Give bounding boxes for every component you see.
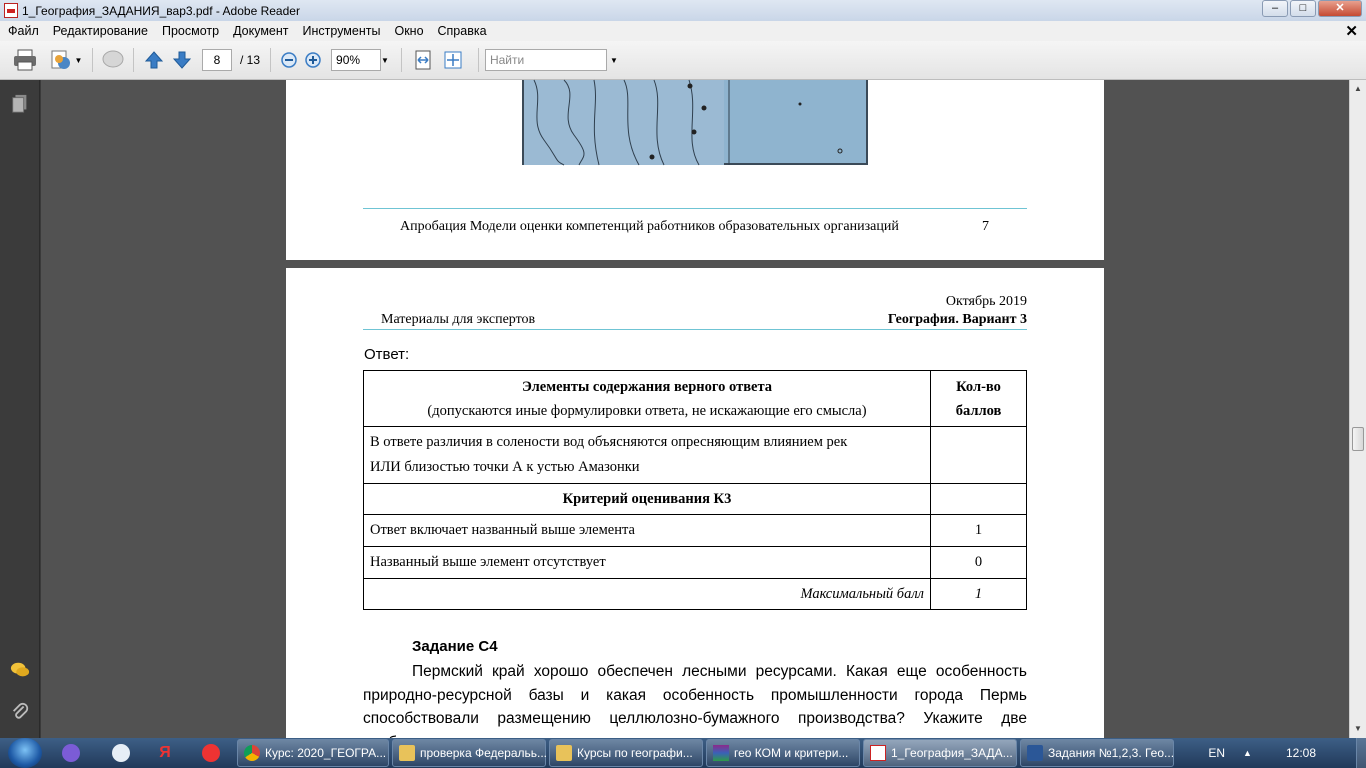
- chevron-down-icon: ▼: [74, 55, 83, 65]
- table-row: [364, 547, 1027, 579]
- header-date: Октябрь 2019: [945, 294, 1027, 309]
- menu-edit[interactable]: Редактирование: [52, 24, 148, 38]
- zoom-level-value: 90%: [336, 53, 361, 67]
- minimize-button[interactable]: –: [1262, 0, 1288, 17]
- answer-element-line2: ИЛИ близостью точки А к устью Амазонки: [370, 459, 640, 475]
- task-text: Пермский край хорошо обеспечен лесными ресурсами. Какая еще особенность природно-ресурсной базы и какая особенность промышленности города Пермь способствовали размещению целлюлозно-бумажного производства? Укажите две: [363, 663, 1027, 727]
- zoom-out-icon: [280, 51, 298, 69]
- header-left: Материалы для экспертов: [381, 312, 536, 327]
- pdf-file-icon: [4, 3, 18, 18]
- table-row: [364, 515, 1027, 547]
- table-row: [364, 371, 1027, 427]
- menu-bar: [0, 21, 1366, 41]
- next-page-button[interactable]: [168, 47, 196, 73]
- points-header-line2: баллов: [955, 402, 1002, 419]
- taskbar-button-label: гео КОМ и критери...: [734, 746, 849, 760]
- tray-expand-icon[interactable]: ▲: [1243, 748, 1252, 758]
- fit-page-button[interactable]: [438, 47, 468, 73]
- vertical-scrollbar[interactable]: [1349, 80, 1366, 738]
- arrow-down-icon: [172, 50, 192, 70]
- fit-width-icon: [414, 50, 432, 70]
- table-row: [364, 427, 1027, 484]
- page-footer-text: Апробация Модели оценки компетенций работников образовательных организаций: [400, 219, 899, 234]
- pdf-page-7: [286, 80, 1104, 260]
- word-icon: [1027, 745, 1043, 761]
- folder-icon: [556, 745, 572, 761]
- taskbar-button-label: 1_География_ЗАДА...: [891, 746, 1013, 760]
- chevron-down-icon[interactable]: ▼: [381, 55, 389, 65]
- header-right: География. Вариант 3: [887, 312, 1027, 327]
- scroll-down-icon[interactable]: ▼: [1354, 724, 1362, 733]
- document-viewer[interactable]: [41, 80, 1349, 738]
- taskbar-button-folder-2[interactable]: [549, 739, 703, 767]
- taskbar-button-label: проверка Федеральь...: [420, 746, 548, 760]
- title-bar: [0, 0, 1366, 21]
- taskbar-button-winrar[interactable]: [706, 739, 860, 767]
- points-header-line1: Кол-во: [956, 378, 1001, 395]
- yandex-browser-icon[interactable]: [202, 744, 220, 762]
- page-number-label: 7: [982, 219, 989, 234]
- fit-width-button[interactable]: [408, 47, 438, 73]
- taskbar-button-chrome[interactable]: [237, 739, 389, 767]
- table-cell: Названный выше элемент отсутствует: [364, 547, 931, 579]
- answer-label: Ответ:: [364, 346, 410, 363]
- zoom-level-select[interactable]: [331, 49, 381, 71]
- table-row: [364, 484, 1027, 515]
- menu-window[interactable]: Окно: [394, 24, 424, 38]
- archive-icon: [713, 745, 729, 761]
- footer-divider: [363, 208, 1027, 209]
- zoom-in-icon: [304, 51, 322, 69]
- table-header-note: (допускаются иные формулировки ответа, не искажающие его смысла): [427, 402, 867, 419]
- taskbar-button-word[interactable]: [1020, 739, 1174, 767]
- toolbar: [0, 41, 1366, 80]
- table-header-cell: [931, 371, 1027, 427]
- comments-panel-icon[interactable]: [10, 660, 30, 680]
- taskbar-button-label: Задания №1,2,3. Гео...: [1048, 746, 1175, 760]
- taskbar-button-folder-1[interactable]: [392, 739, 546, 767]
- table-cell: 0: [931, 547, 1027, 579]
- page-number-input[interactable]: 8: [202, 49, 232, 71]
- criteria-table: [363, 370, 1027, 610]
- menu-file[interactable]: Файл: [8, 24, 39, 38]
- menu-document[interactable]: Документ: [233, 24, 289, 38]
- close-button[interactable]: ✕: [1318, 0, 1362, 17]
- map-image: [522, 80, 868, 165]
- scroll-up-icon[interactable]: ▲: [1354, 84, 1362, 93]
- find-placeholder: Найти: [489, 53, 525, 67]
- fit-page-icon: [443, 50, 463, 70]
- zoom-in-button[interactable]: [301, 47, 325, 73]
- speech-bubble-icon: [101, 49, 125, 71]
- chevron-down-icon[interactable]: ▼: [609, 55, 618, 65]
- yandex-icon[interactable]: Я: [159, 744, 171, 761]
- comment-button[interactable]: [99, 47, 127, 73]
- folder-icon: [399, 745, 415, 761]
- header-divider: [363, 329, 1027, 330]
- max-score-label: Максимальный балл: [364, 579, 931, 610]
- menu-help[interactable]: Справка: [437, 24, 487, 38]
- system-tray: [1208, 738, 1366, 768]
- menu-view[interactable]: Просмотр: [161, 24, 220, 38]
- total-pages: / 13: [240, 53, 261, 67]
- toolbar-divider: [92, 48, 93, 72]
- zoom-out-button[interactable]: [277, 47, 301, 73]
- navigation-sidebar: [0, 80, 40, 738]
- printer-icon: [13, 49, 37, 71]
- table-cell: [931, 484, 1027, 515]
- print-button[interactable]: [10, 47, 40, 73]
- start-button[interactable]: [8, 738, 42, 768]
- share-button[interactable]: [46, 47, 86, 73]
- show-desktop-button[interactable]: [1356, 738, 1366, 768]
- table-cell: [364, 427, 931, 484]
- criterion-title: Критерий оценивания К3: [364, 484, 931, 515]
- window-title: 1_География_ЗАДАНИЯ_вар3.pdf - Adobe Reader: [22, 3, 300, 18]
- toolbar-divider: [478, 48, 479, 72]
- pages-panel-icon[interactable]: [10, 94, 30, 114]
- taskbar-button-adobe-reader[interactable]: [863, 739, 1017, 767]
- find-input[interactable]: [485, 49, 607, 71]
- answer-element-line1: В ответе различия в солености вод объясняются опресняющим влиянием рек: [370, 434, 848, 450]
- table-cell: Ответ включает названный выше элемента: [364, 515, 931, 547]
- toolbar-divider: [401, 48, 402, 72]
- pdf-file-icon: [870, 745, 886, 761]
- maximize-button[interactable]: □: [1290, 0, 1316, 17]
- table-header-cell: [364, 371, 931, 427]
- share-icon: [50, 49, 72, 71]
- scroll-thumb[interactable]: [1352, 427, 1364, 451]
- max-score-value: 1: [931, 579, 1027, 610]
- taskbar-button-label: Курс: 2020_ГЕОГРА...: [265, 746, 387, 760]
- taskbar-button-label: Курсы по географи...: [577, 746, 693, 760]
- table-cell: [931, 427, 1027, 484]
- document-close-button[interactable]: ✕: [1345, 23, 1358, 40]
- pdf-page-8: [286, 268, 1104, 748]
- table-cell: 1: [931, 515, 1027, 547]
- taskbar: [0, 738, 1366, 768]
- table-row: [364, 579, 1027, 610]
- arrow-up-icon: [144, 50, 164, 70]
- previous-page-button[interactable]: [140, 47, 168, 73]
- clock[interactable]: 12:08: [1285, 746, 1316, 760]
- task-title: Задание С4: [412, 638, 498, 655]
- browser-icon[interactable]: [112, 744, 130, 762]
- alice-icon[interactable]: [62, 744, 80, 762]
- language-indicator[interactable]: EN: [1208, 746, 1226, 760]
- chrome-icon: [244, 745, 260, 761]
- toolbar-divider: [133, 48, 134, 72]
- table-header-title: Элементы содержания верного ответа: [521, 378, 773, 395]
- paperclip-icon[interactable]: [10, 702, 30, 722]
- toolbar-divider: [270, 48, 271, 72]
- menu-tools[interactable]: Инструменты: [302, 24, 381, 38]
